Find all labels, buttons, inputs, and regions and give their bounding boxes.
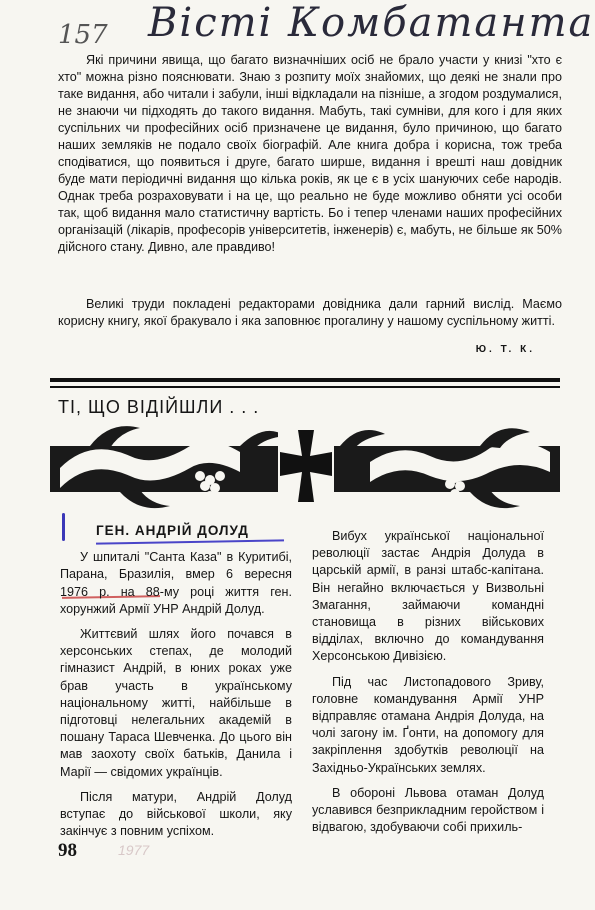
obituary-paragraph: В обороні Львова отаман Долуд уславився безприкладним геройством і відвагою, здобуваючи собі прихиль-: [312, 785, 544, 835]
article-paragraph-2: Великі труди покладені редакторами довідника дали гарний вислід. Маємо корисну книгу, якої бракувало і яка заповнює прогалину у нашому суспільному житті.: [58, 297, 562, 328]
obituary-title: ГЕН. АНДРІЙ ДОЛУД: [60, 522, 292, 539]
faint-handwritten-note: 1977: [118, 842, 150, 858]
title-underline: [96, 539, 284, 544]
obituary-left-column: [60, 522, 292, 848]
article-paragraph-1: Які причини явища, що багато визначніших осіб не брало участи у книзі "хто є хто" можна різно пояснювати. Знаю з розпиту моїх знайомих, що деякі не знали про таке видання, або читали і забули, інші відкладали на пізніше, а згодом роздумалися, не знаючи чи підходять до такого видання. Мабуть, такі сумніви, для кого і для яких суспільних чи професійних осіб призначене це видання, було причиною, що багато наших земляків не подало своїх біографій. Але книга добра і корисна, тож треба сподіватися, що появиться і друге, багато ширше, видання і врешті наш довідник буде мати періодичні видання що кілька років, як це є в усіх шануючих себе народів. Однак треба розраховувати і на це, що реально не буде можливо обняти усі особи так, щоб видання мало статистичну вартість. Бо і тепер членами наших професійних організацій (лікарів, професорів університетів, інженерів) є, мабуть, не більше як 50% дійсного стану. Дивно, але правдиво!: [58, 53, 562, 254]
obituary-right-column: [312, 528, 544, 844]
obituary-paragraph: Після матури, Андрій Долуд вступає до військової школи, яку закінчує з повним успіхом.: [60, 789, 292, 839]
handwritten-title: Вісті Комбатанта: [148, 0, 595, 46]
memorial-ornament: [50, 418, 560, 520]
section-title: ТІ, ЩО ВІДІЙШЛИ . . .: [58, 397, 260, 417]
obituary-paragraph: Вибух української національної революції застає Андрія Долуда в царській армії, в ранзі штабс-капітана. Він негайно включається у Визвольні Змагання, займаючи командні становища в різних військових відділах, включно до командування Херсонською Дивізією.: [312, 529, 544, 664]
section-divider-thick: [50, 378, 560, 382]
obituary-paragraph: Життєвий шлях його почався в херсонських степах, де молодий гімназист Андрій, в юних роках уже брав участь в українському національному житті, найбільше в підготовці нелегальних академій в пошану Тараса Шевченка. До цього він мав заохоту своїх батьків, Данила і Марії — свідомих українців.: [60, 627, 292, 779]
page-number: 98: [58, 840, 77, 861]
author-signature: Ю. Т. К.: [475, 344, 535, 355]
handwritten-page-number: 157: [58, 20, 108, 50]
obituary-paragraph: У шпиталі "Санта Каза" в Куритибі, Парана, Бразилія, вмер 6 вересня 1976 р. на 88-му році життя ген. хорунжий Армії УНР Андрій Долуд.: [60, 550, 292, 616]
section-divider-thin: [50, 386, 560, 388]
obituary-paragraph: Під час Листопадового Зриву, головне командування Армії УНР відправляє отамана Андрія Долуда, на чолі загону ім. Ґонти, на допомогу для закріплення здобутків революції на Західньо-Українських землях.: [312, 674, 544, 775]
